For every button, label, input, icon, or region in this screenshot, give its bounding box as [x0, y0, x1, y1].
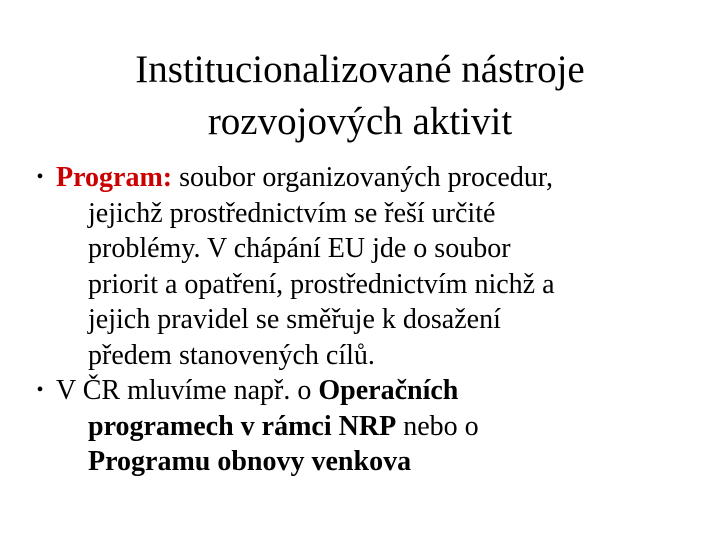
- slide-title-line-2: rozvojových aktivit: [207, 100, 513, 143]
- examples-rural-program: Programu obnovy venkova: [88, 446, 412, 477]
- examples-intro: V ČR mluvíme např. o: [56, 375, 319, 406]
- bullet-item-program: [30, 160, 680, 373]
- slide-title: [60, 44, 660, 148]
- program-definition-line-3: problémy. V chápání EU jde o soubor: [88, 233, 511, 264]
- bullet-item-examples: [30, 373, 680, 480]
- program-term: Program:: [56, 162, 173, 193]
- bullet-1-line-1: [56, 160, 680, 196]
- examples-operational-2: programech v rámci NRP: [88, 410, 397, 442]
- program-definition-line-1: soubor organizovaných procedur,: [172, 162, 554, 193]
- program-definition-line-6: předem stanovených cílů.: [88, 339, 375, 371]
- examples-operational-1: Operačních: [318, 375, 459, 406]
- program-definition-line-2: jejichž prostřednictvím se řeší určité: [88, 197, 496, 229]
- program-definition-line-5: jejich pravidel se směřuje k dosažení: [88, 304, 501, 335]
- program-definition-line-4: priorit a opatření, prostřednictvím nichž a: [88, 268, 555, 300]
- examples-mid: nebo o: [396, 410, 479, 442]
- slide-title-line-1: Institucionalizované nástroje: [135, 48, 585, 91]
- bullet-list: [30, 160, 680, 480]
- bullet-marker: •: [36, 379, 44, 401]
- bullet-marker: •: [36, 166, 44, 188]
- bullet-2-line-1: [56, 373, 680, 409]
- bullet-2-line-2: [88, 409, 680, 445]
